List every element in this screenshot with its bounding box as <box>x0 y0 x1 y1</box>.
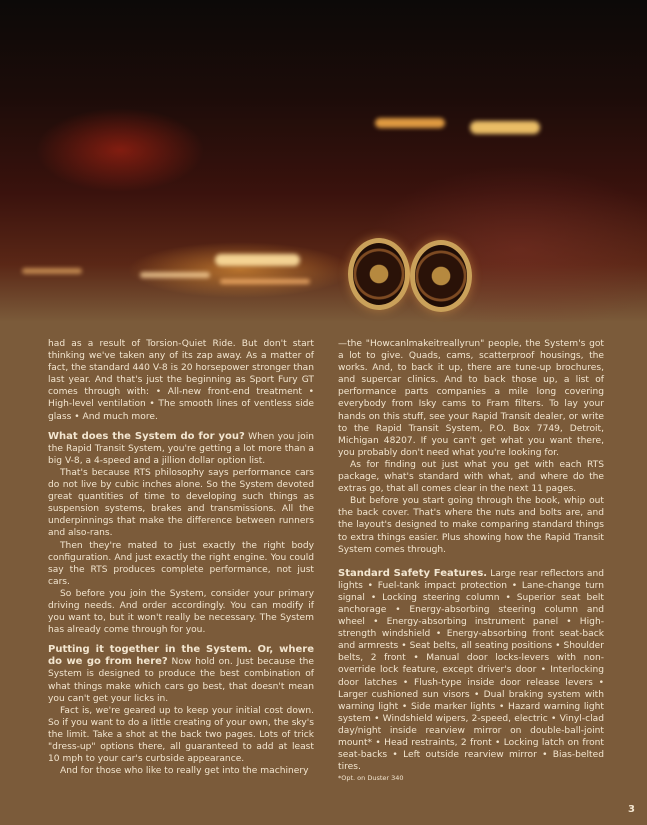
paragraph <box>48 431 314 467</box>
right-text-column <box>338 338 604 782</box>
paragraph <box>338 568 604 774</box>
paragraph: —the "Howcanlmakeitreallyrun" people, the System's got a lot to give. Quads, cams, scatterproof housings, the works. And, to back it up, there are tune-up brochures, and supercar clinics. And to back those up, a list of performance parts companies a mile long covering everybody from Isky cams to Fram filters. To lay your hands on this stuff, see your Rapid Transit dealer, or write to the Rapid Transit System, P.O. Box 7749, Detroit, Michigan 48207. If you can't get what you want there, you probably don't need what you're looking for. <box>338 339 604 458</box>
paragraph-text: Large rear reflectors and lights • Fuel-tank impact protection • Lane-change turn signal • Locking steering column • Superior seat belt anchorage • Energy-absorbing steering column and wheel • Energy-absorbing instrument panel • High-strength windshield • Energy-absorbing front seat-back and armrests • Seat belts, all seating positions • Shoulder belts, 2 front • Manual door locks-levers with non-override lock feature, except driver's door • Interlocking door latches • Flush-type inside door release levers • Larger cushioned sun visors • Dual braking system with warning light • Side marker lights • Hazard warning light system • Windshield wipers, 2-speed, electric • Vinyl-clad day/night inside rearview mirror on double-ball-joint mount* • Head restraints, 2 front • Locking latch on front seat-backs • Left outside rearview mirror • Bias-belted tires. <box>338 568 605 773</box>
paragraph: Then they're mated to just exactly the right body configuration. And just exactly the right engine. You could say the RTS produces complete performance, not just cars. <box>48 540 314 587</box>
paragraph-text: When you join the Rapid Transit System, you're getting a lot more than a big V-8, a 4-speed and a jillion dollar option list. <box>48 431 315 466</box>
light-streak <box>220 279 310 284</box>
speeding-car-night-photo <box>0 0 647 322</box>
paragraph <box>48 644 314 704</box>
paragraph: had as a result of Torsion-Quiet Ride. But don't start thinking we've taken any of its zap away. As a matter of fact, the standard 440 V-8 is 20 horsepower stronger than last year. And that's just the beginning as Sport Fury GT comes through with: • All-new front-end treatment • High-level ventilation • The smooth lines of ventless side glass • And much more. <box>48 339 314 422</box>
light-streak <box>22 268 82 274</box>
light-streak <box>140 272 210 278</box>
paragraph: So before you join the System, consider your primary driving needs. And order accordingly. You can modify if you want to, but it won't really be necessary. The System has already come through for you. <box>48 588 314 636</box>
section-heading: Standard Safety Features. <box>338 567 488 579</box>
light-streak <box>470 121 540 134</box>
left-text-column <box>48 338 314 777</box>
wheel-icon <box>348 238 410 310</box>
section-heading: What does the System do for you? <box>48 430 245 442</box>
paragraph: That's because RTS philosophy says performance cars do not live by cubic inches alone. So the System devoted great quantities of time to developing such things as suspension systems, brakes and transmissions. All the underpinnings that make the difference between runners and also-rans. <box>48 467 314 539</box>
paragraph: And for those who like to really get into the machinery <box>60 766 309 777</box>
paragraph: Fact is, we're geared up to keep your initial cost down. So if you want to do a little creating of your own, the sky's the limit. Take a shot at the back two pages. Lots of trick "dress-up" options there, all guaranteed to add at least 10 mph to your car's curbside appearance. <box>48 705 314 765</box>
light-streak <box>375 118 445 128</box>
paragraph-text: Now hold on. Just because the System is designed to produce the best combination of what things make which cars go best, that doesn't mean you can't get your licks in. <box>48 657 314 704</box>
light-streak <box>215 254 300 266</box>
wheel-icon <box>410 240 472 312</box>
paragraph: But before you start going through the book, whip out the back cover. That's where the nuts and bolts are, and the layout's designed to make comparing standard things to extra things easier. Plus showing how the Rapid Transit System comes through. <box>338 496 604 555</box>
footnote: *Opt. on Duster 340 <box>338 774 404 783</box>
page-number: 3 <box>628 804 635 815</box>
paragraph: As for finding out just what you get with each RTS package, what's standard with what, and where do the extras go, that all comes clear in the next 11 pages. <box>338 459 604 495</box>
section-heading: Putting it together in the System. Or, where do we go from here? <box>48 644 314 668</box>
